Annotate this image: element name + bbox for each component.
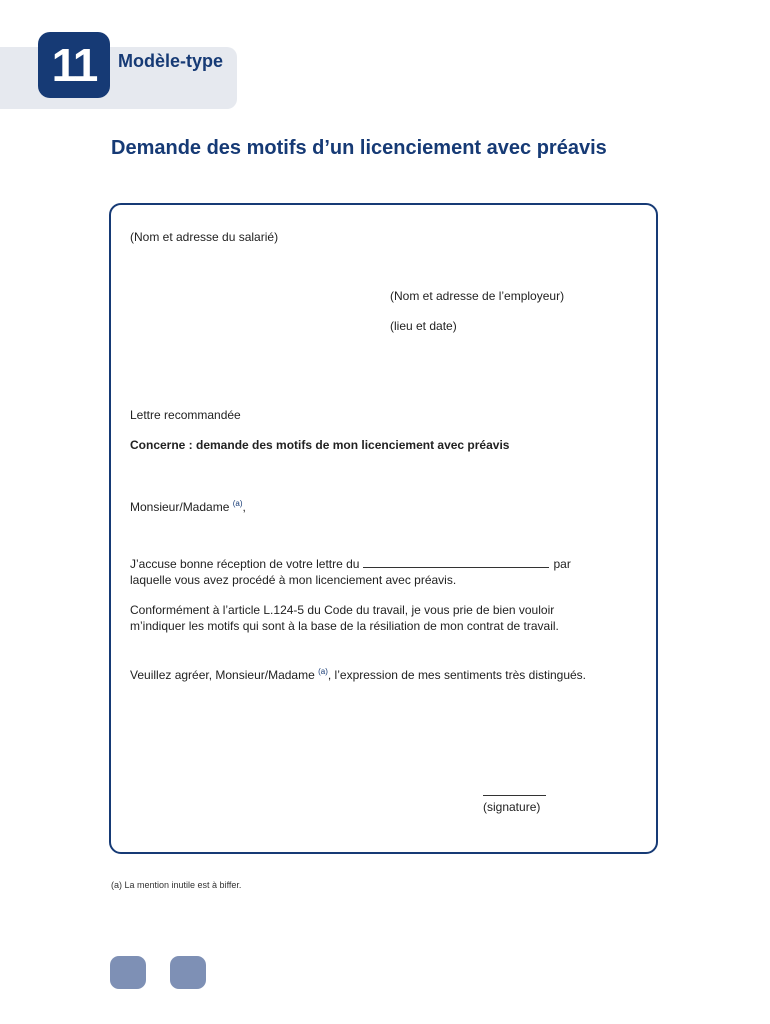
paragraph-1-start: J’accuse bonne réception de votre lettre du (130, 557, 360, 571)
paragraph-1-line-2: laquelle vous avez procédé à mon licenciement avec préavis. (130, 573, 457, 587)
previous-page-button[interactable] (110, 956, 146, 989)
paragraph-2-line-1: Conformément à l’article L.124-5 du Code du travail, je vous prie de bien vouloir (130, 603, 555, 617)
salutation-text: Monsieur/Madame (130, 500, 230, 514)
recipient-placeholder: (Nom et adresse de l’employeur) (390, 289, 565, 303)
signature-line (483, 795, 546, 796)
footnote: (a) La mention inutile est à biffer. (111, 880, 242, 890)
closing-formula (130, 664, 586, 683)
closing-start: Veuillez agréer, Monsieur/Madame (130, 668, 315, 682)
paragraph-1-line-1 (130, 556, 571, 572)
chapter-label: Modèle-type (118, 51, 224, 71)
salutation (130, 496, 246, 515)
registered-mail-label: Lettre recommandée (130, 408, 241, 422)
paragraph-1-end: par (553, 557, 571, 571)
sender-placeholder: (Nom et adresse du salarié) (130, 230, 279, 244)
document-title: Demande des motifs d’un licenciement avec préavis (111, 137, 607, 159)
next-page-button[interactable] (170, 956, 206, 989)
footnote-marker: (a) (232, 499, 243, 508)
letter-subject: Concerne : demande des motifs de mon licenciement avec préavis (130, 438, 510, 452)
place-date-placeholder: (lieu et date) (390, 319, 457, 333)
closing-end: , l’expression de mes sentiments très distingués. (327, 668, 587, 682)
letter-frame (109, 203, 658, 854)
signature-placeholder: (signature) (483, 800, 541, 814)
footnote-marker: (a) (318, 667, 328, 676)
date-blank-line (363, 557, 549, 568)
chapter-number-badge: 11 (38, 32, 110, 98)
paragraph-2-line-2: m’indiquer les motifs qui sont à la base de la résiliation de mon contrat de travail. (130, 619, 559, 633)
salutation-end: , (242, 500, 246, 514)
